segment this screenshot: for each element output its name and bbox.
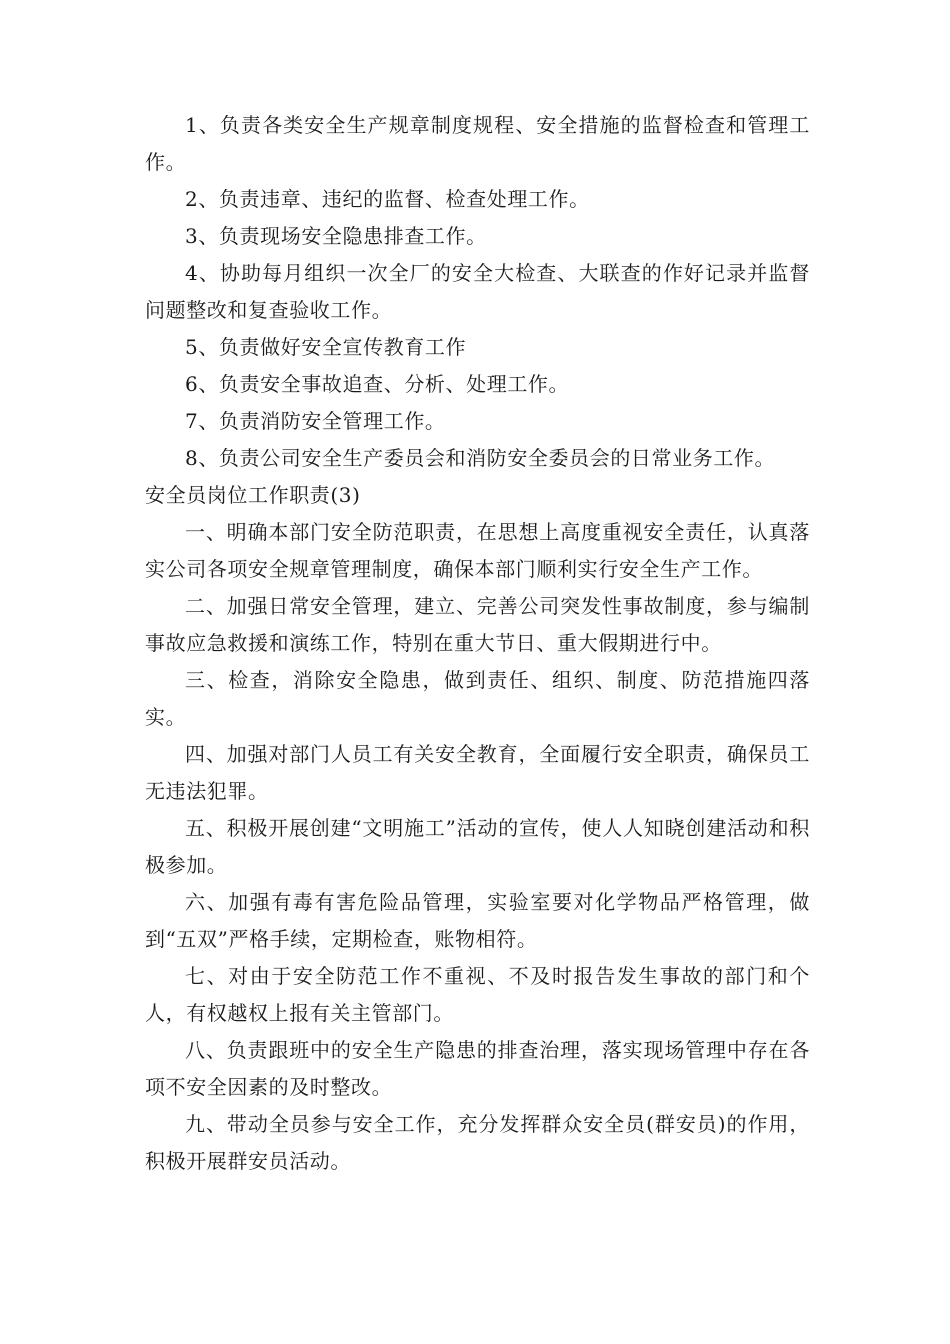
duty-paragraph-4: 四、加强对部门人员工有关安全教育，全面履行安全职责，确保员工无违法犯罪。 [145, 742, 810, 803]
paragraph-item-7: 7、负责消防安全管理工作。 [185, 409, 446, 433]
duty-paragraph-3: 三、检查，消除安全隐患，做到责任、组织、制度、防范措施四落实。 [145, 668, 810, 729]
duty-paragraph-2: 二、加强日常安全管理，建立、完善公司突发性事故制度，参与编制事故应急救援和演练工作，特别在重大节日、重大假期进行中。 [145, 594, 810, 655]
paragraph-item-3: 3、负责现场安全隐患排查工作。 [185, 224, 487, 248]
duty-paragraph-5: 五、积极开展创建“文明施工”活动的宣传，使人人知晓创建活动和积极参加。 [145, 816, 810, 877]
duty-paragraph-6: 六、加强有毒有害危险品管理，实验室要对化学物品严格管理，做到“五双”严格手续，定期检查，账物相符。 [145, 890, 810, 951]
duty-paragraph-9: 九、带动全员参与安全工作，充分发挥群众安全员(群安员)的作用，积极开展群安员活动。 [145, 1112, 810, 1173]
duty-paragraph-1: 一、明确本部门安全防范职责，在思想上高度重视安全责任，认真落实公司各项安全规章管理制度，确保本部门顺利实行安全生产工作。 [145, 520, 810, 581]
paragraph-item-1: 1、负责各类安全生产规章制度规程、安全措施的监督检查和管理工作。 [145, 113, 810, 174]
paragraph-item-8: 8、负责公司安全生产委员会和消防安全委员会的日常业务工作。 [185, 446, 776, 470]
duty-paragraph-8: 八、负责跟班中的安全生产隐患的排查治理，落实现场管理中存在各项不安全因素的及时整改。 [145, 1038, 810, 1099]
document-page [145, 107, 810, 1180]
paragraph-item-2: 2、负责违章、违纪的监督、检查处理工作。 [185, 187, 590, 211]
paragraph-item-4: 4、协助每月组织一次全厂的安全大检查、大联查的作好记录并监督问题整改和复查验收工作。 [145, 261, 810, 322]
section-heading: 安全员岗位工作职责(3) [145, 483, 361, 507]
paragraph-item-6: 6、负责安全事故追查、分析、处理工作。 [185, 372, 570, 396]
duty-paragraph-7: 七、对由于安全防范工作不重视、不及时报告发生事故的部门和个人，有权越权上报有关主管部门。 [145, 964, 810, 1025]
paragraph-item-5: 5、负责做好安全宣传教育工作 [185, 335, 467, 359]
